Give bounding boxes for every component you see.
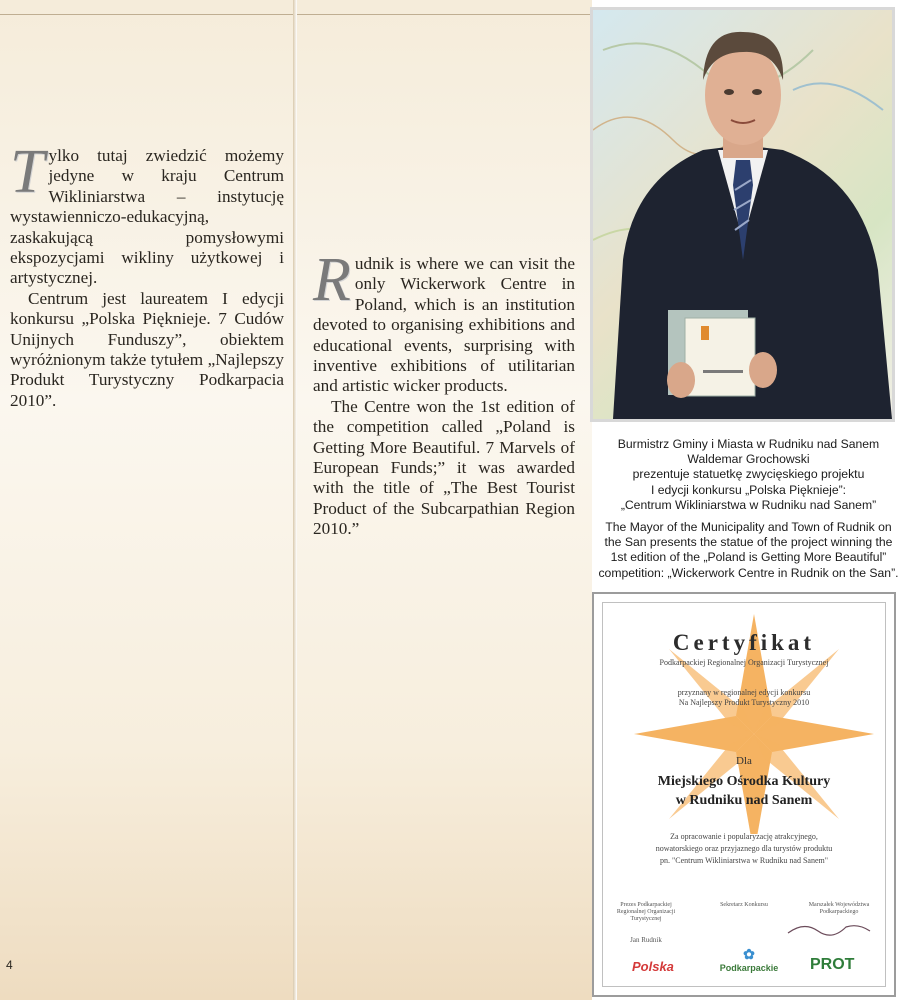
photo-caption-polish: [592, 437, 905, 513]
certificate-awarded-2: Na Najlepszy Produkt Turystyczny 2010: [678, 698, 810, 707]
caption-pl-line: prezentuje statuetkę zwycięskiego projektu: [632, 467, 865, 482]
certificate-reason-3: pn. "Centrum Wikliniarstwa w Rudniku nad Sanem": [659, 856, 829, 865]
polish-text-block: [10, 138, 284, 411]
page-number: 4: [6, 958, 13, 972]
caption-en-line: competition: „Wickerwork Centre in Rudnik on the San”.: [598, 565, 899, 580]
certificate-for: Dla: [736, 755, 752, 767]
signatory-name: Jan Rudnik: [630, 936, 662, 944]
dropcap-r: R: [313, 246, 351, 314]
polish-paragraph-1: ylko tutaj zwiedzić możemy jedyne w kraju Centrum Wikliniarstwa – instytucję wystawienniczo-edukacyjną, zaskakującą pomysłowymi ekspozycjami wikliny użytkowej i artystycznej.: [10, 146, 284, 288]
certificate-issuer: Podkarpackiej Regionalnej Organizacji Turystycznej: [659, 658, 829, 667]
prot-logo: PROT: [810, 956, 855, 973]
certificate-reason-1: Za opracowanie i popularyzację atrakcyjnego,: [670, 832, 818, 841]
certificate-awarded-1: przyznany w regionalnej edycji konkursu: [677, 688, 811, 697]
signatory-1: [606, 902, 686, 944]
signatory-3: [799, 902, 879, 916]
caption-en-line: the San presents the statue of the project winning the: [604, 535, 893, 550]
podkarpackie-logo-text: Podkarpackie: [719, 963, 779, 973]
caption-pl-line: Burmistrz Gminy i Miasta w Rudniku nad Sanem: [617, 437, 880, 451]
english-text-block: [313, 246, 575, 540]
certificate-reason-2: nowatorskiego oraz przyjaznego dla turystów produktu: [655, 844, 833, 853]
caption-pl-line: „Centrum Wikliniarstwa w Rudniku nad Sanem”: [620, 497, 877, 512]
mayor-photo: [590, 7, 895, 422]
top-rule-mid: [297, 14, 592, 15]
certificate-recipient-1: Miejskiego Ośrodka Kultury: [657, 774, 831, 789]
certificate-recipient-2: w Rudniku nad Sanem: [675, 793, 813, 808]
signature-mark: [784, 919, 874, 939]
dropcap-t: T: [10, 138, 45, 206]
caption-en-line: 1st edition of the „Poland is Getting More Beautiful”: [610, 550, 887, 565]
english-paragraph-1: udnik is where we can visit the only Wickerwork Centre in Poland, which is an institution devoted to organising exhibitions and educational events, surprising with inventive exhibitions of utilitarian and artistic wicker products.: [313, 254, 575, 396]
certificate: [592, 592, 896, 997]
certificate-title: Certyfikat: [672, 630, 816, 655]
caption-en-line: The Mayor of the Municipality and Town of Rudnik on: [605, 520, 892, 534]
photo-caption-english: [592, 520, 905, 581]
caption-pl-line: Waldemar Grochowski: [687, 452, 810, 467]
signatory-role: Prezes Podkarpackiej Regionalnej Organizacji Turystycznej: [616, 902, 676, 922]
signatory-role: Sekretarz Konkursu: [720, 902, 768, 908]
polish-paragraph-2: Centrum jest laureatem I edycji konkursu „Polska Pięknieje. 7 Cudów Unijnych Funduszy”, obiektem wyróżnionym także tytułem „Najlepszy Produkt Turystyczny Podkarpacia 2010”.: [10, 288, 284, 410]
english-paragraph-2: The Centre won the 1st edition of the competition called „Poland is Getting More Beautiful. 7 Marvels of European Funds;” it was awarded with the title of „The Best Tourist Product of the Subcarpathian Region 2010.”: [313, 396, 575, 539]
signatory-role: Marszałek Województwa Podkarpackiego: [808, 902, 870, 915]
mayor-illustration: [593, 10, 892, 419]
signatory-2: [704, 902, 784, 909]
podkarpackie-emblem-icon: ✿: [743, 946, 755, 962]
polska-logo: Polska: [632, 959, 674, 974]
caption-pl-line: I edycji konkursu „Polska Pięknieje”:: [650, 482, 847, 497]
podkarpackie-logo: [719, 946, 779, 973]
top-rule-left: [0, 14, 293, 15]
